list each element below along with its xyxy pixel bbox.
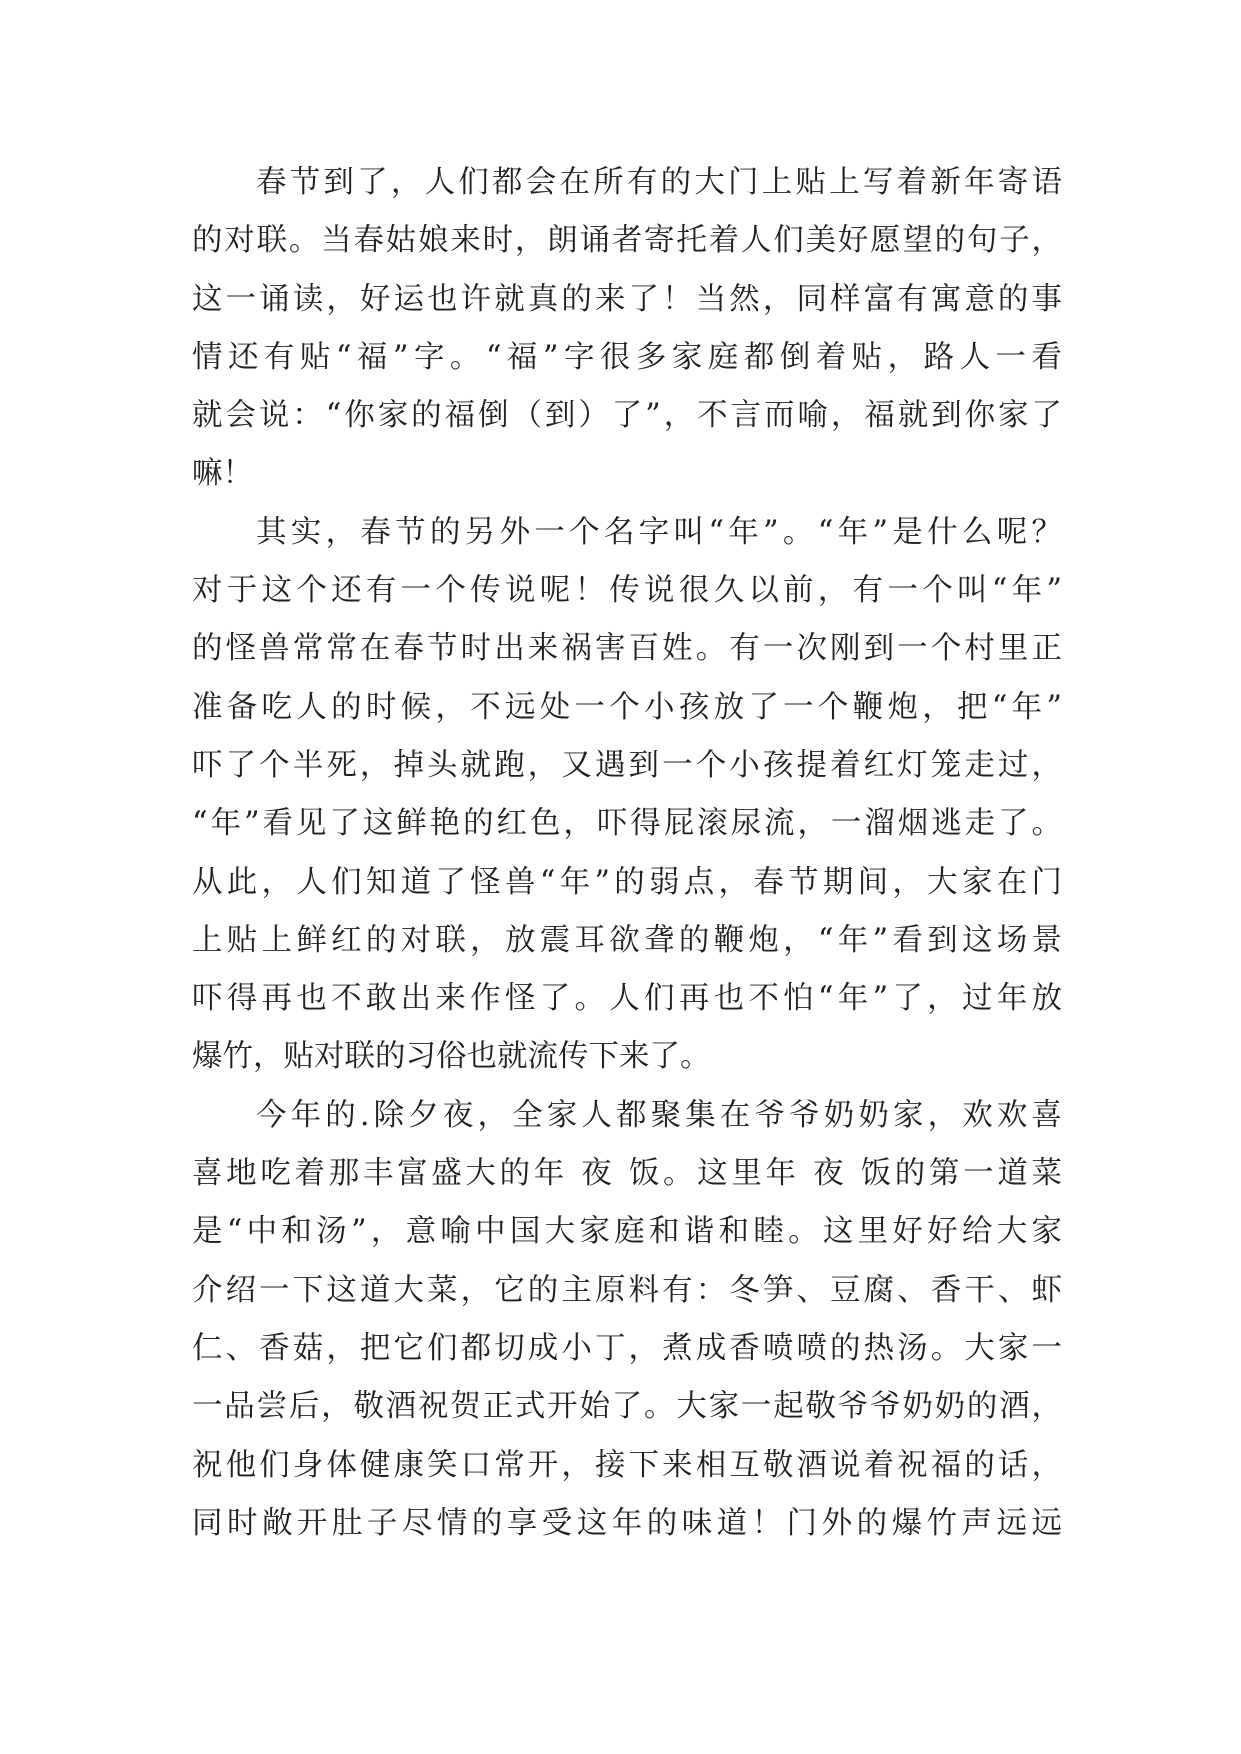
text-line: 的怪兽常常在春节时出来祸害百姓。有一次刚到一个村里正 — [192, 631, 1062, 667]
text-line: 嘛！ — [192, 456, 253, 492]
paragraph-nian-legend — [192, 504, 1062, 1087]
paragraph-spring-festival-couplets — [192, 154, 1062, 504]
text-line: 就会说：“你家的福倒（到）了”，不言而喻，福就到你家了 — [192, 398, 1062, 434]
text-line: 从此，人们知道了怪兽“年”的弱点，春节期间，大家在门 — [192, 864, 1062, 900]
text-line: 其实，春节的另外一个名字叫“年”。“年”是什么呢？ — [256, 514, 1062, 550]
text-line: 吓得再也不敢出来作怪了。人们再也不怕“年”了，过年放 — [192, 981, 1062, 1017]
text-line: “年”看见了这鲜艳的红色，吓得屁滚尿流，一溜烟逃走了。 — [192, 806, 1062, 842]
text-line: 是“中和汤”，意喻中国大家庭和谐和睦。这里好好给大家 — [192, 1214, 1062, 1250]
text-line: 对于这个还有一个传说呢！传说很久以前，有一个叫“年” — [192, 573, 1062, 609]
text-line: 的对联。当春姑娘来时，朗诵者寄托着人们美好愿望的句子， — [192, 223, 1062, 259]
text-line: 今年的.除夕夜，全家人都聚集在爷爷奶奶家，欢欢喜 — [256, 1097, 1062, 1133]
text-line: 同时敞开肚子尽情的享受这年的味道！门外的爆竹声远远 — [192, 1505, 1062, 1541]
text-line: 喜地吃着那丰富盛大的年 夜 饭。这里年 夜 饭的第一道菜 — [192, 1156, 1062, 1192]
text-line: 一品尝后，敬酒祝贺正式开始了。大家一起敬爷爷奶奶的酒， — [192, 1389, 1062, 1425]
text-line: 这一诵读，好运也许就真的来了！当然，同样富有寓意的事 — [192, 281, 1062, 317]
text-line: 情还有贴“福”字。“福”字很多家庭都倒着贴，路人一看 — [192, 339, 1062, 375]
text-line: 准备吃人的时候，不远处一个小孩放了一个鞭炮，把“年” — [192, 689, 1062, 725]
paragraph-new-years-eve-dinner — [192, 1087, 1062, 1553]
text-line: 春节到了，人们都会在所有的大门上贴上写着新年寄语 — [256, 165, 1062, 200]
text-line: 上贴上鲜红的对联，放震耳欲聋的鞭炮，“年”看到这场景 — [192, 922, 1062, 958]
text-line: 介绍一下这道大菜，它的主原料有：冬笋、豆腐、香干、虾 — [192, 1272, 1062, 1308]
text-line: 爆竹，贴对联的习俗也就流传下来了。 — [192, 1039, 711, 1075]
text-line: 吓了个半死，掉头就跑，又遇到一个小孩提着红灯笼走过， — [192, 747, 1062, 783]
text-line: 祝他们身体健康笑口常开，接下来相互敬酒说着祝福的话， — [192, 1447, 1062, 1483]
document-body — [192, 154, 1062, 1553]
text-line: 仁、香菇，把它们都切成小丁，煮成香喷喷的热汤。大家一 — [192, 1330, 1062, 1366]
